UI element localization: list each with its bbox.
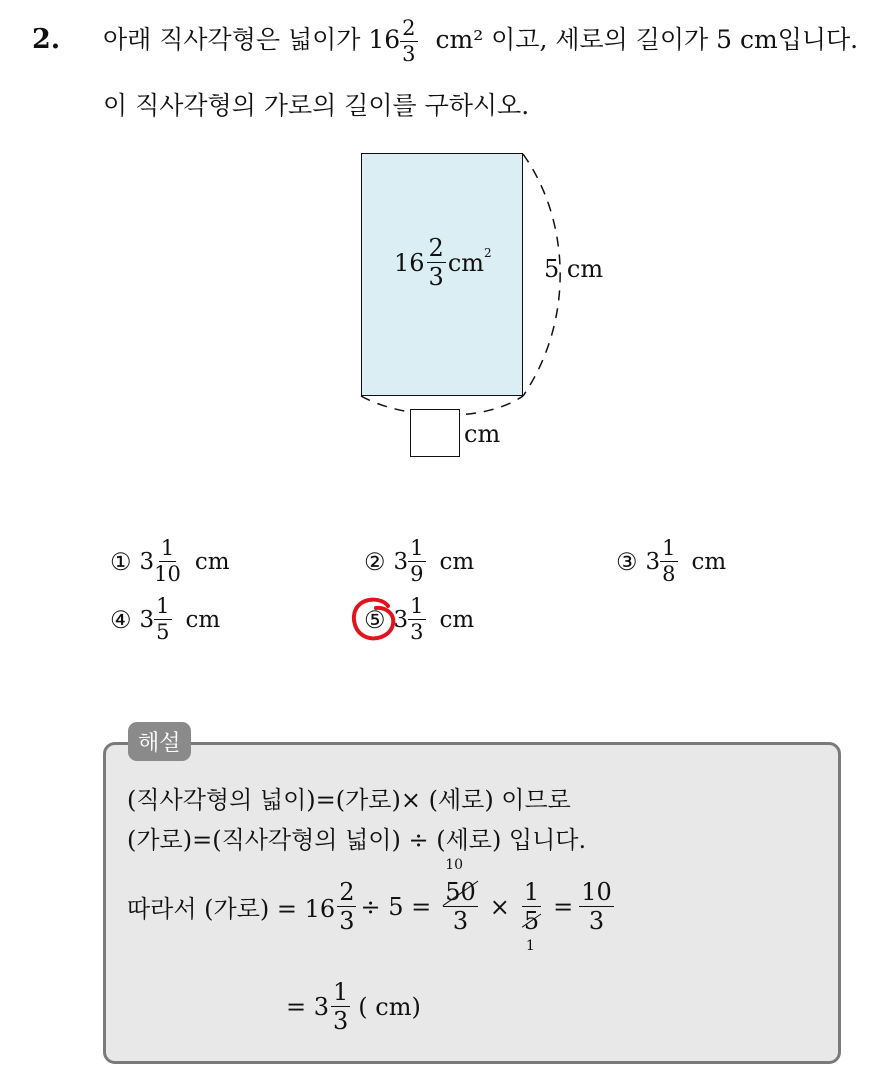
choice-unit: cm [194, 548, 230, 575]
choice-num: 1 [156, 594, 170, 618]
sol3-prefix: 따라서 (가로) = 16 [127, 895, 336, 923]
solution-line-3 [127, 857, 614, 954]
sol3-f4-num: 10 [581, 878, 612, 906]
sol4-num: 1 [333, 978, 349, 1006]
choice-den: 10 [154, 562, 181, 586]
choice-num: 1 [410, 594, 424, 618]
sol3-times: × [489, 892, 510, 921]
choice-mark: ⑤ [364, 605, 386, 634]
question-text-prefix: 아래 직사각형은 넓이가 16 [103, 25, 401, 54]
choice-fraction [408, 538, 425, 585]
choice-den: 8 [662, 562, 676, 586]
sol3-fraction-2 [443, 857, 478, 935]
sol3-f2-cancel-num: 10 [445, 857, 464, 873]
solution-line-4 [286, 980, 421, 1033]
width-unit-label: cm [464, 420, 501, 448]
area-denominator: 3 [402, 42, 416, 66]
choice-fraction [154, 596, 171, 643]
solution-line-1: (직사각형의 넓이)=(가로)× (세로) 이므로 [127, 786, 571, 814]
figure-area-num: 2 [428, 234, 444, 262]
choice-den: 5 [156, 620, 170, 644]
sol4-den: 3 [333, 1007, 349, 1035]
sol3-f2-den: 3 [452, 907, 469, 935]
sol3-f2-num [443, 880, 478, 907]
choice-whole: 3 [139, 606, 155, 633]
choice-mark: ① [110, 547, 132, 576]
question-number: 2. [32, 24, 61, 55]
figure-area-sup: 2 [484, 245, 492, 260]
area-numerator: 2 [402, 16, 416, 40]
sol3-f3-den [524, 907, 539, 933]
choice-4[interactable] [110, 596, 220, 643]
height-label: 5 cm [544, 255, 604, 283]
sol3-f4-den: 3 [588, 907, 605, 935]
sol4-fraction [331, 980, 350, 1033]
choice-unit: cm [185, 606, 221, 633]
figure-area-den: 3 [428, 263, 444, 291]
choice-num: 1 [160, 536, 175, 560]
choice-3[interactable] [616, 538, 726, 585]
choice-mark: ③ [616, 547, 638, 576]
choice-den: 3 [410, 620, 424, 644]
choice-1[interactable] [110, 538, 230, 585]
solution-badge: 해설 [128, 722, 191, 761]
choice-fraction [408, 596, 425, 643]
sol3-f3-cancel-den: 1 [525, 938, 535, 954]
choice-num: 1 [410, 536, 424, 560]
choice-mark: ② [364, 547, 386, 576]
figure-area-unit: cm [447, 248, 485, 277]
sol3-f3-den-text: 5 [523, 907, 540, 935]
figure-area-whole: 16 [394, 248, 425, 277]
sol3-f1-num: 2 [339, 878, 355, 906]
sol3-f1-den: 3 [339, 907, 355, 935]
choice-whole: 3 [393, 606, 409, 633]
sol4-prefix: = 3 [286, 992, 330, 1021]
sol3-f2-num-text: 50 [445, 878, 476, 906]
choice-den: 9 [410, 562, 424, 586]
choice-2[interactable] [364, 538, 474, 585]
choice-unit: cm [439, 548, 475, 575]
sol3-f3-num: 1 [523, 878, 540, 906]
choice-whole: 3 [645, 548, 661, 575]
selected-answer-circle-mark [348, 594, 404, 646]
choice-mark: ④ [110, 605, 132, 634]
sol3-fraction-4 [579, 880, 614, 933]
choice-fraction [660, 538, 677, 585]
question-text-suffix: cm² 이고, 세로의 길이가 5 cm입니다. [435, 25, 859, 54]
solution-line-2: (가로)=(직사각형의 넓이) ÷ (세로) 입니다. [127, 826, 587, 854]
sol3-fraction-3 [522, 878, 541, 954]
choice-num: 1 [662, 536, 676, 560]
sol4-unit: ( cm) [358, 992, 421, 1021]
choice-whole: 3 [139, 548, 155, 575]
choice-unit: cm [439, 606, 475, 633]
choice-whole: 3 [393, 548, 409, 575]
sol3-divide: ÷ 5 = [360, 892, 432, 921]
choice-fraction [154, 538, 181, 585]
answer-blank-box [410, 409, 460, 457]
question-line-2: 이 직사각형의 가로의 길이를 구하시오. [103, 91, 530, 120]
sol3-fraction-1 [337, 880, 356, 933]
choice-unit: cm [691, 548, 727, 575]
sol3-equals: = [553, 892, 574, 921]
